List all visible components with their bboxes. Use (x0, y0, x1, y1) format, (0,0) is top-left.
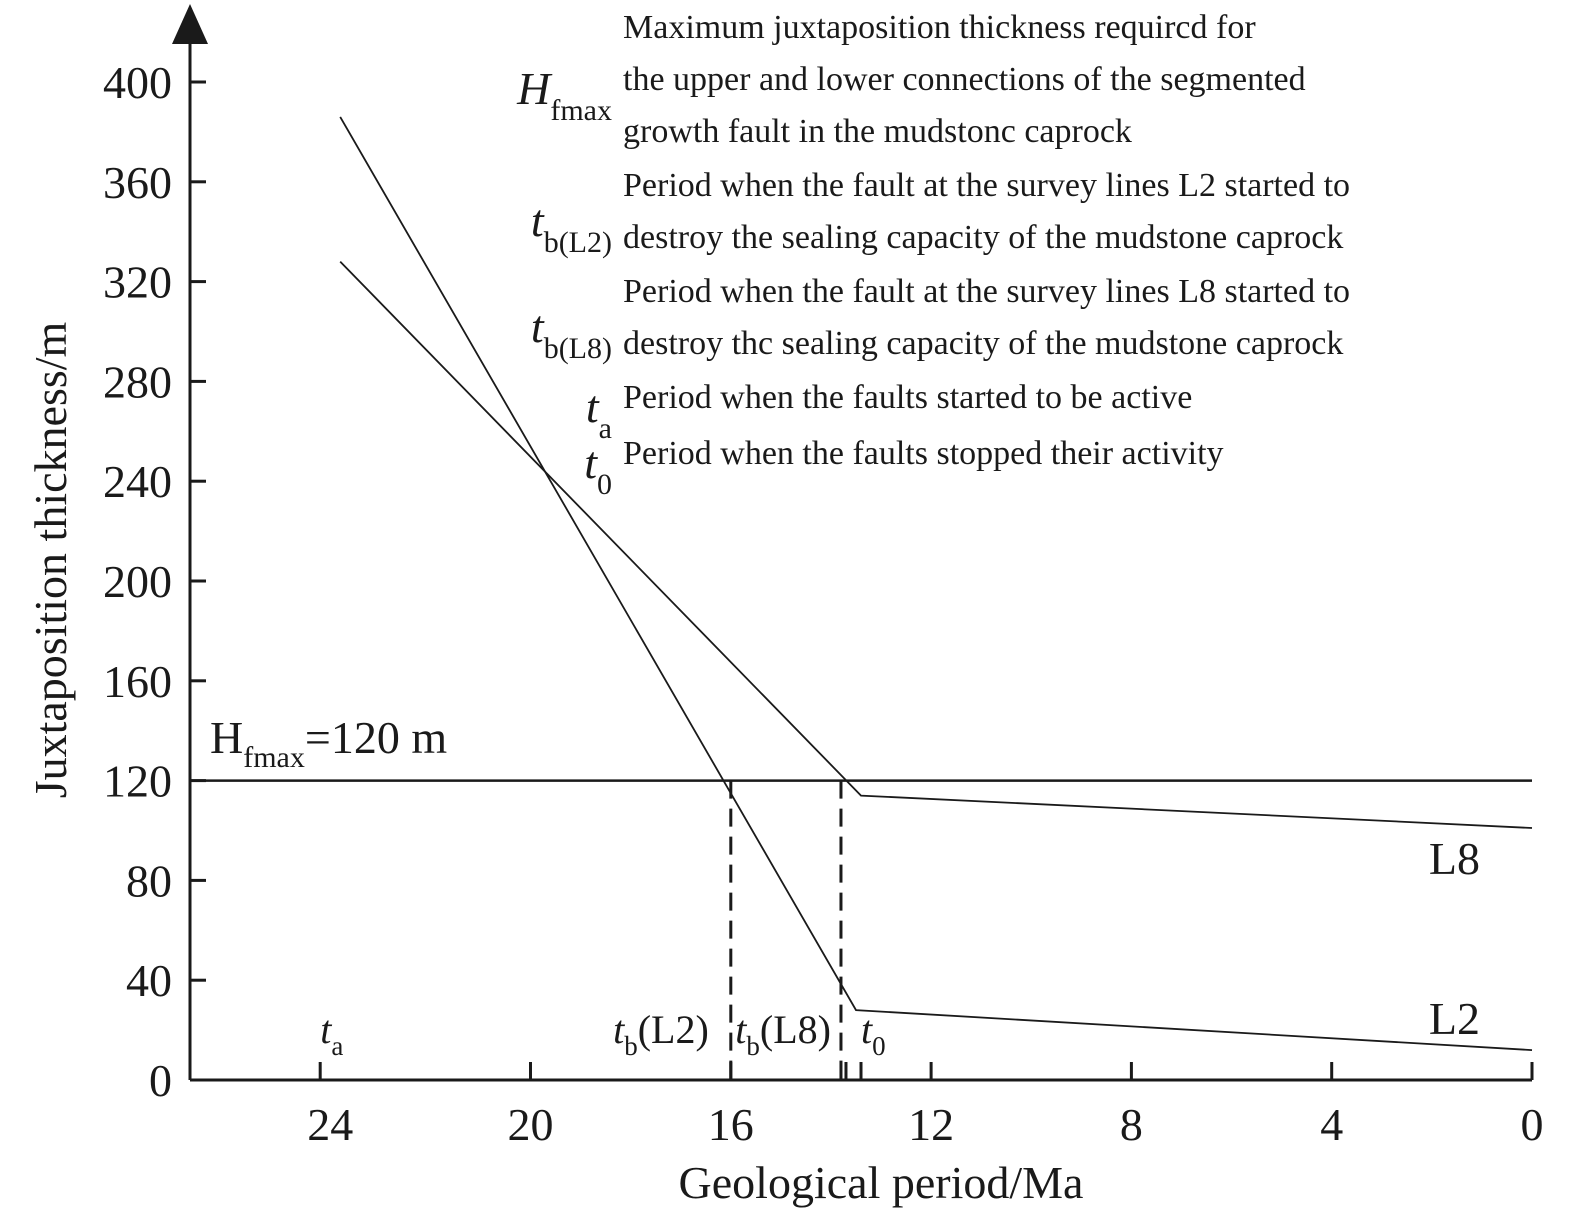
legend-item (531, 167, 1350, 259)
legend-text-line: destroy the sealing capacity of the mudstone caprock (623, 219, 1344, 256)
legend-symbol: $t_{b(L2)}$ (530, 195, 612, 259)
series-label-L2: L2 (1428, 993, 1480, 1045)
legend-text-line: growth fault in the mudstonc caprock (623, 113, 1132, 150)
legend-text-line: Period when the fault at the survey lines L8 started to (623, 273, 1351, 310)
legend-item (584, 435, 1223, 501)
series-label-L8: L8 (1428, 833, 1480, 885)
x-tick-label: 0 (1520, 1099, 1544, 1150)
y-tick-label: 40 (126, 955, 172, 1007)
legend (516, 9, 1350, 501)
x-tick-label: 4 (1320, 1099, 1344, 1150)
axis-mark-a: $t_a$ (320, 1007, 344, 1061)
y-tick-label: 200 (103, 556, 172, 607)
threshold-label: $H_{fmax}=120$ m (210, 712, 448, 774)
x-tick-label: 8 (1119, 1099, 1143, 1150)
y-tick-label: 400 (103, 57, 172, 108)
vline-label-l8: $t_b(L8)$ (735, 1007, 831, 1061)
x-tick-label: 16 (707, 1099, 754, 1150)
annotations (190, 712, 1532, 1080)
y-tick-label: 360 (103, 156, 172, 208)
y-tick-label: 80 (126, 855, 172, 907)
legend-symbol: $t_{b(L8)}$ (530, 301, 612, 365)
y-axis-arrow (172, 4, 208, 44)
legend-item (531, 273, 1350, 365)
y-tick-label: 0 (149, 1055, 172, 1106)
axis-mark-0: $t_0$ (861, 1007, 886, 1061)
legend-text-line: the upper and lower connections of the segmented (623, 61, 1306, 98)
y-tick-label: 320 (103, 256, 172, 308)
legend-symbol: $t_0$ (584, 437, 612, 501)
y-tick-label: 280 (103, 356, 172, 408)
y-tick-label: 240 (103, 456, 172, 508)
legend-text-line: destroy thc sealing capacity of the mudstone caprock (623, 325, 1344, 362)
legend-item (516, 9, 1305, 150)
x-tick-label: 20 (507, 1099, 554, 1150)
y-tick-label: 160 (103, 655, 172, 707)
legend-text-line: Maximum juxtaposition thickness requircd for (623, 9, 1256, 46)
vline-label-l2: $t_b(L2)$ (613, 1007, 709, 1061)
y-tick-label: 120 (103, 755, 172, 807)
x-axis-title: Geological period/Ma (678, 1157, 1084, 1208)
x-tick-label: 12 (908, 1099, 955, 1150)
legend-text-line: Period when the faults started to be active (623, 379, 1193, 416)
y-axis-title: Juxtaposition thickness/m (25, 321, 76, 799)
legend-text-line: Period when the faults stopped their activity (623, 435, 1224, 472)
legend-symbol: $H_{fmax}$ (517, 63, 612, 127)
legend-text-line: Period when the fault at the survey lines L2 started to (623, 167, 1351, 204)
series-line-L2 (340, 117, 1532, 1050)
series-layer (340, 117, 1532, 1050)
x-tick-label: 24 (307, 1099, 354, 1150)
legend-symbol: $t_a$ (585, 381, 612, 445)
